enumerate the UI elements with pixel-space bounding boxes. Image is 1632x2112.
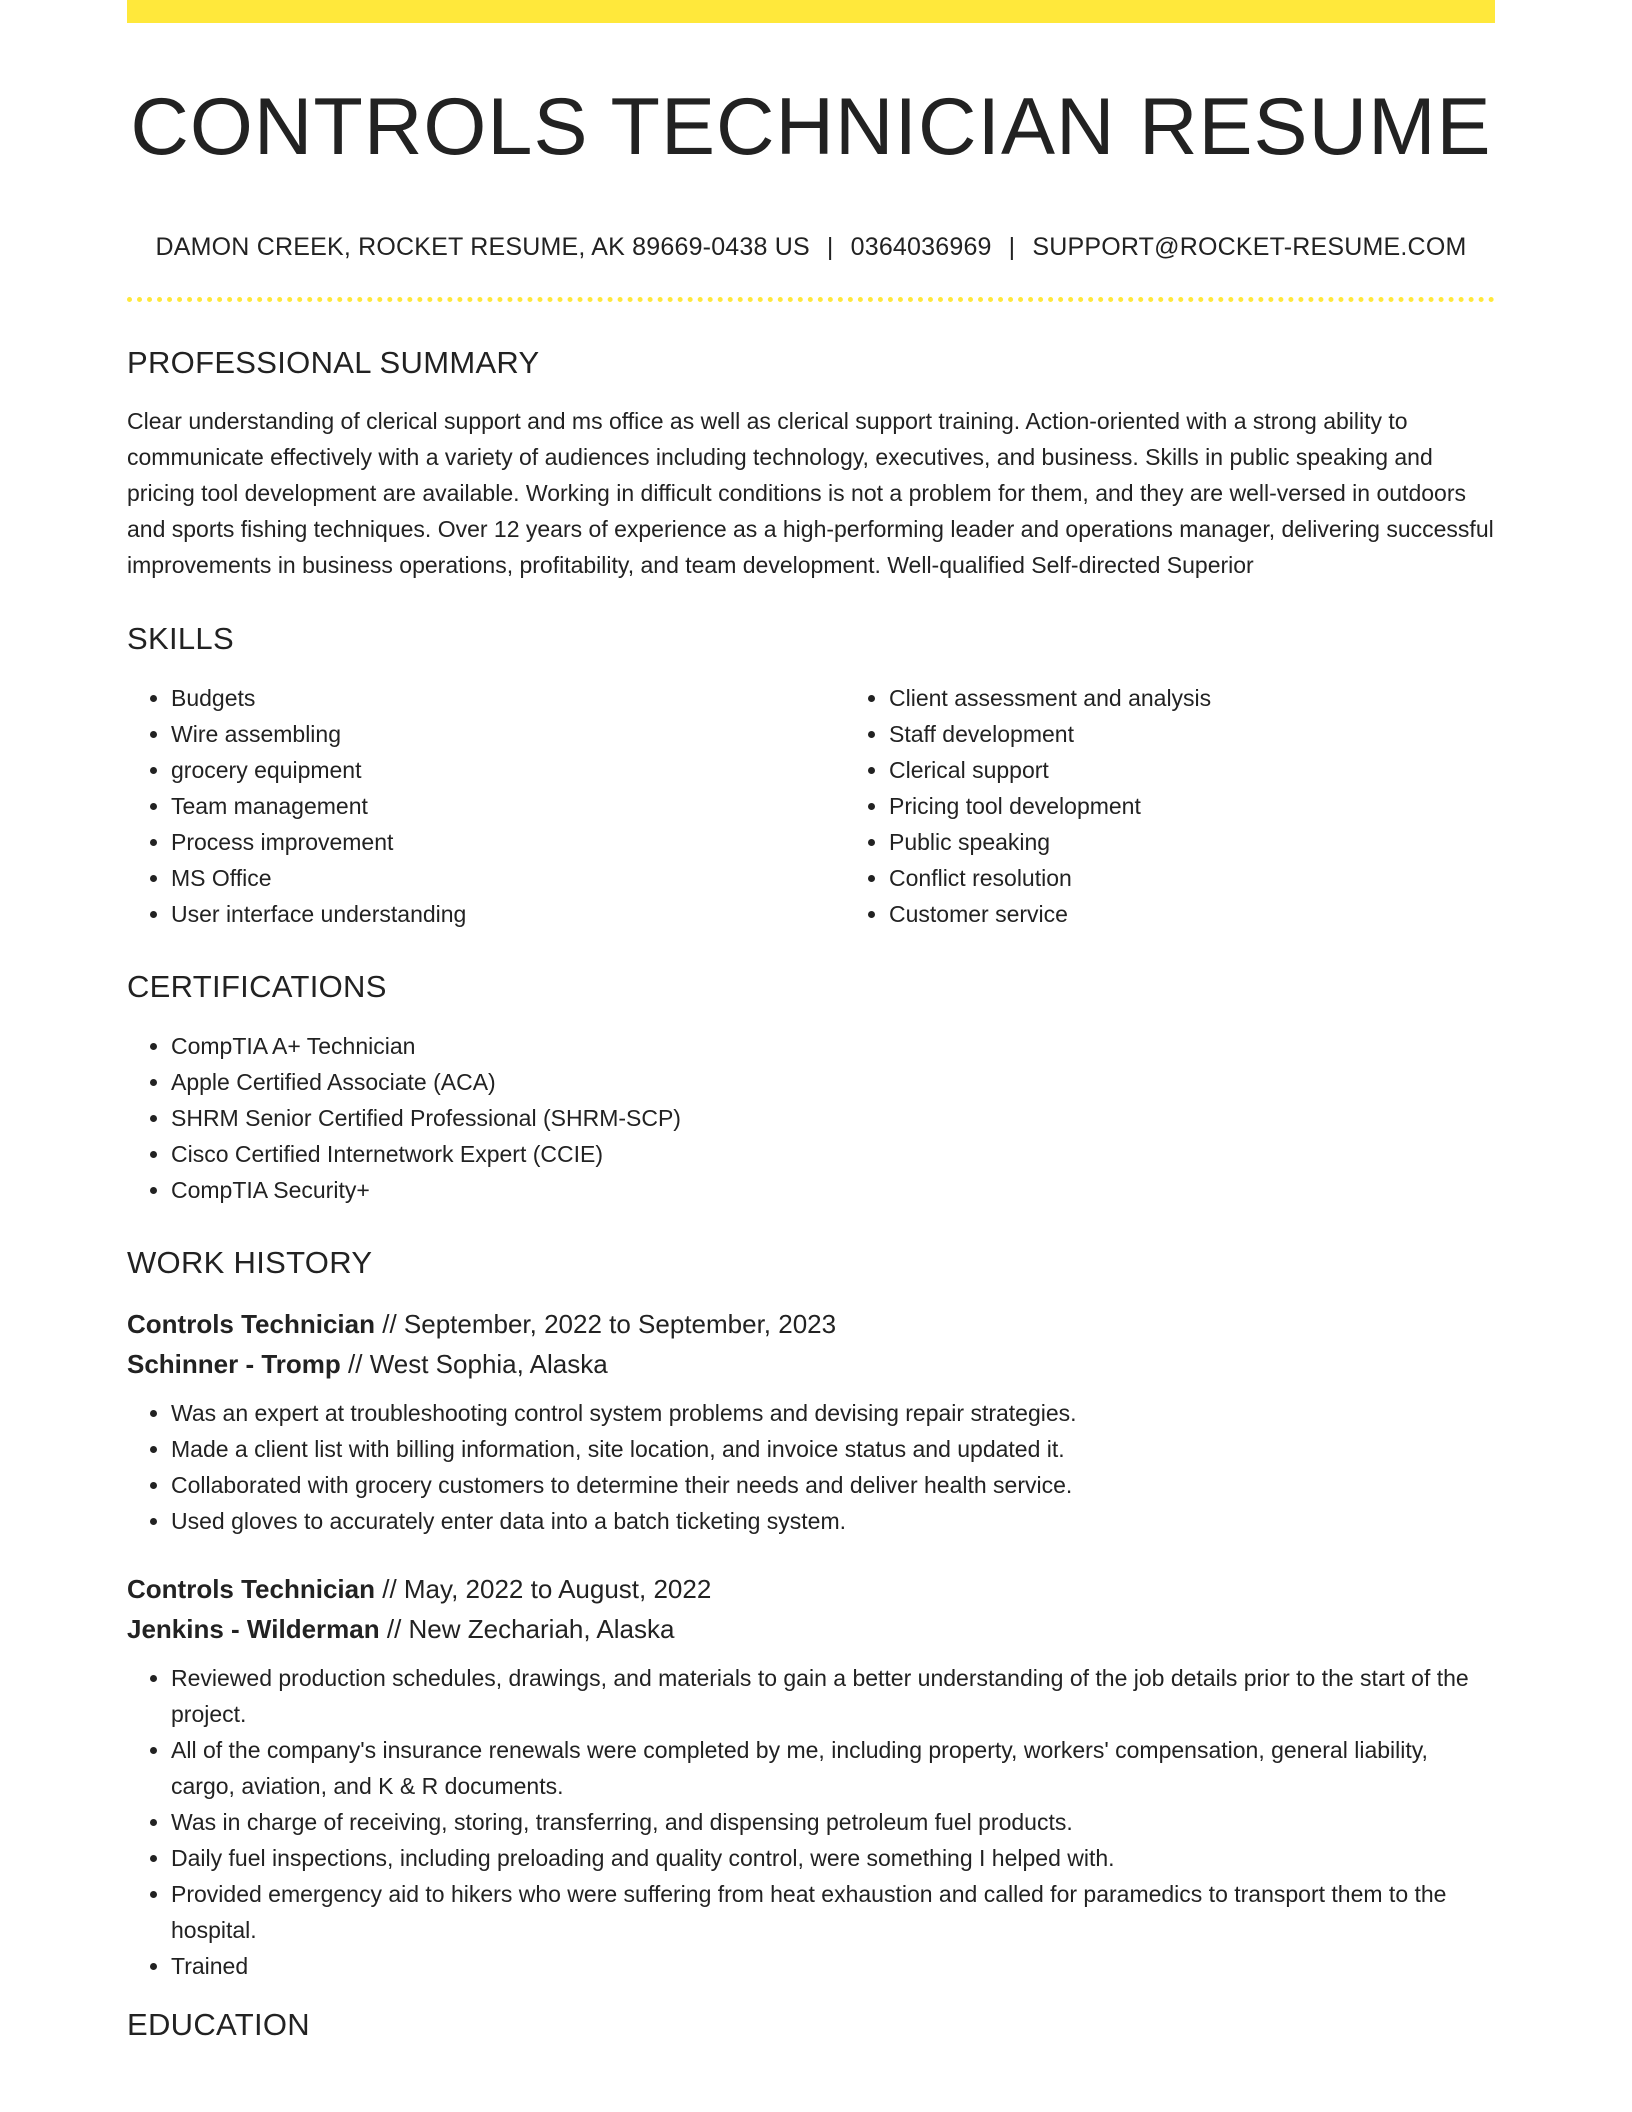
job-duty: • Was in charge of receiving, storing, transferring, and dispensing petroleum fuel products.: [171, 1804, 1495, 1840]
job-duty: • Made a client list with billing information, site location, and invoice status and updated it.: [171, 1431, 1495, 1467]
resume-page: [127, 0, 1495, 2040]
job-company: Schinner - Tromp: [127, 1349, 341, 1379]
summary-heading: PROFESSIONAL SUMMARY: [127, 345, 540, 380]
contact-email: SUPPORT@ROCKET-RESUME.COM: [1032, 233, 1467, 261]
job-duty: • All of the company's insurance renewals were completed by me, including property, workers' compensation, general liability, cargo, aviation, and K & R documents.: [171, 1732, 1495, 1804]
certification-item: • CompTIA A+ Technician: [171, 1028, 1495, 1064]
skill-item: • Pricing tool development: [889, 788, 1563, 824]
top-accent-bar: [127, 0, 1495, 23]
skill-item: • MS Office: [171, 860, 845, 896]
skill-item: • Customer service: [889, 896, 1563, 932]
contact-line: [127, 235, 1495, 260]
skill-item: • Staff development: [889, 716, 1563, 752]
header-divider: [127, 297, 1495, 302]
job-entry: [127, 1304, 1495, 1539]
summary-text: Clear understanding of clerical support and ms office as well as clerical support training. Action-oriented with a strong ability to communicate effectively with a variety of audiences including technology, executives, and business. Skills in public speaking and pricing tool development are available. Working in difficult conditions is not a problem for them, and they are well-versed in outdoors and sports fishing techniques. Over 12 years of experience as a high-performing leader and operations manager, delivering successful improvements in business operations, profitability, and team development. Well-qualified Self-directed Superior: [127, 408, 1494, 578]
job-dates: // September, 2022 to September, 2023: [375, 1309, 837, 1339]
work-history-heading: WORK HISTORY: [127, 1245, 373, 1280]
education-heading: EDUCATION: [127, 2007, 310, 2042]
skill-item: • Wire assembling: [171, 716, 845, 752]
job-location: // New Zechariah, Alaska: [379, 1614, 675, 1644]
job-duty: • Provided emergency aid to hikers who were suffering from heat exhaustion and called for paramedics to transport them to the hospital.: [171, 1876, 1495, 1948]
job-duty: • Trained: [171, 1948, 1495, 1984]
skill-item: • Budgets: [171, 680, 845, 716]
job-location: // West Sophia, Alaska: [340, 1349, 608, 1379]
certification-item: • Cisco Certified Internetwork Expert (CCIE): [171, 1136, 1495, 1172]
skills-list-right: [845, 680, 1563, 932]
job-dates: // May, 2022 to August, 2022: [375, 1574, 712, 1604]
job-duties-list: [127, 1395, 1495, 1539]
contact-phone: 0364036969: [850, 233, 992, 261]
contact-separator: |: [826, 233, 834, 261]
job-duty: • Collaborated with grocery customers to determine their needs and deliver health service.: [171, 1467, 1495, 1503]
skills-heading: SKILLS: [127, 621, 234, 656]
job-company-line: [127, 1344, 1495, 1384]
job-duty: • Reviewed production schedules, drawings, and materials to gain a better understanding of the job details prior to the start of the project.: [171, 1660, 1495, 1732]
job-duty: • Was an expert at troubleshooting control system problems and devising repair strategies.: [171, 1395, 1495, 1431]
skill-item: • Client assessment and analysis: [889, 680, 1563, 716]
certification-item: • SHRM Senior Certified Professional (SHRM-SCP): [171, 1100, 1495, 1136]
job-duty: • Daily fuel inspections, including preloading and quality control, were something I helped with.: [171, 1840, 1495, 1876]
job-duties-list: [127, 1660, 1495, 1984]
job-role: Controls Technician: [127, 1309, 375, 1339]
certifications-heading: CERTIFICATIONS: [127, 969, 387, 1004]
skill-item: • Conflict resolution: [889, 860, 1563, 896]
certification-item: • CompTIA Security+: [171, 1172, 1495, 1208]
skill-item: • Clerical support: [889, 752, 1563, 788]
skill-item: • grocery equipment: [171, 752, 845, 788]
skill-item: • User interface understanding: [171, 896, 845, 932]
skill-item: • Team management: [171, 788, 845, 824]
job-entry: [127, 1569, 1495, 1984]
certification-item: • Apple Certified Associate (ACA): [171, 1064, 1495, 1100]
job-role-line: [127, 1569, 1495, 1609]
skills-list-left: [127, 680, 845, 932]
job-role: Controls Technician: [127, 1574, 375, 1604]
job-duty: • Used gloves to accurately enter data into a batch ticketing system.: [171, 1503, 1495, 1539]
job-company-line: [127, 1609, 1495, 1649]
job-company: Jenkins - Wilderman: [127, 1614, 380, 1644]
skills-grid: [127, 680, 1495, 932]
certifications-list: [127, 1028, 1495, 1208]
job-role-line: [127, 1304, 1495, 1344]
resume-title: CONTROLS TECHNICIAN RESUME: [130, 82, 1492, 172]
contact-address: DAMON CREEK, ROCKET RESUME, AK 89669-0438 US: [155, 233, 810, 261]
contact-separator: |: [1008, 233, 1016, 261]
skill-item: • Public speaking: [889, 824, 1563, 860]
skill-item: • Process improvement: [171, 824, 845, 860]
